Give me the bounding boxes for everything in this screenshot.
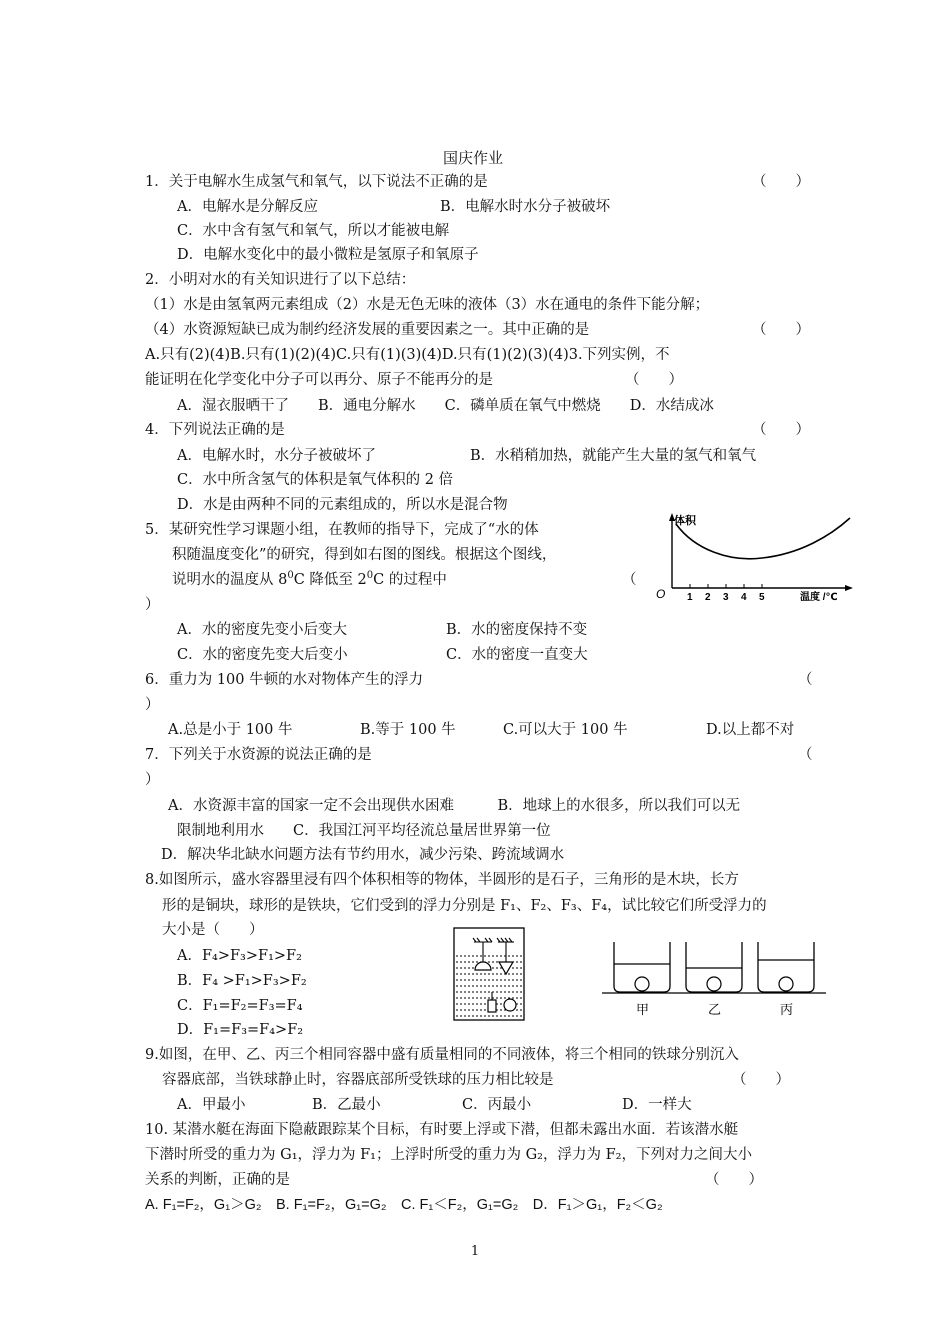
q6-bracket-open: （ bbox=[798, 672, 813, 688]
q5-option-d: C．水的密度一直变大 bbox=[446, 647, 588, 663]
graph-x-tick-1: 1 bbox=[687, 592, 693, 603]
q8-option-a: A．F₄>F₃>F₁>F₂ bbox=[177, 948, 302, 964]
q3-stem: 能证明在化学变化中分子可以再分、原子不能再分的是 bbox=[145, 372, 493, 388]
q2-line1: （1）水是由氢氧两元素组成（2）水是无色无味的液体（3）水在通电的条件下能分解； bbox=[145, 297, 710, 313]
q4-option-d: D．水是由两种不同的元素组成的，所以水是混合物 bbox=[177, 497, 508, 513]
graph-x-tick-4: 4 bbox=[741, 592, 747, 603]
q9-option-d: D．一样大 bbox=[622, 1097, 692, 1113]
q5-option-a: A．水的密度先变小后变大 bbox=[177, 622, 347, 638]
q2-answer-bracket: （ ） bbox=[752, 322, 810, 338]
graph-x-tick-2: 2 bbox=[705, 592, 711, 603]
q9-containers-figure bbox=[600, 936, 830, 1018]
q8-line2: 形的是铜块，球形的是铁块，它们受到的浮力分别是 F₁、F₂、F₃、F₄，试比较它们所受浮力的 bbox=[162, 898, 767, 914]
q6-bracket-close: ） bbox=[145, 697, 160, 713]
q7-stem: 7．下列关于水资源的说法正确的是 bbox=[145, 747, 372, 763]
q10-answer-bracket: （ ） bbox=[705, 1172, 763, 1188]
graph-x-tick-3: 3 bbox=[723, 592, 729, 603]
q9-line1: 9.如图，在甲、乙、丙三个相同容器中盛有质量相同的不同液体，将三个相同的铁球分别沉入 bbox=[145, 1047, 739, 1063]
q5-option-c: C．水的密度先变大后变小 bbox=[177, 647, 348, 663]
q2-line2: （4）水资源短缺已成为制约经济发展的重要因素之一。其中正确的是 bbox=[145, 322, 590, 338]
q7-bracket-close: ） bbox=[145, 772, 160, 788]
page-number: 1 bbox=[470, 1244, 480, 1259]
q8-option-b: B．F₄ >F₁>F₃>F₂ bbox=[177, 973, 307, 989]
volume-temperature-graph bbox=[650, 510, 856, 604]
q8-line3: 大小是（ ） bbox=[162, 922, 264, 938]
q8-iron-ball bbox=[504, 999, 516, 1011]
q6-option-d: D.以上都不对 bbox=[706, 722, 795, 738]
q10-line3: 关系的判断，正确的是 bbox=[145, 1172, 290, 1188]
q2-line3: A.只有(2)(4)B.只有(1)(2)(4)C.只有(1)(3)(4)D.只有(1)(2)(3)(4)3.下列实例，不 bbox=[145, 347, 670, 363]
q4-option-a: A．电解水时，水分子被破坏了 bbox=[177, 448, 376, 464]
q3-answer-bracket: （ ） bbox=[625, 372, 683, 388]
q3-options: A．湿衣服晒干了 B．通电分解水 C．磷单质在氧气中燃烧 D．水结成冰 bbox=[177, 398, 714, 414]
q4-option-b: B．水稍稍加热，就能产生大量的氢气和氧气 bbox=[470, 448, 757, 464]
graph-volume-curve bbox=[676, 518, 850, 559]
q8-option-d: D．F₁=F₃=F₄>F₂ bbox=[177, 1022, 304, 1038]
q5-option-b: B．水的密度保持不变 bbox=[446, 622, 588, 638]
graph-x-arrow bbox=[845, 585, 853, 591]
q5-line2: 积随温度变化”的研究，得到如右图的图线。根据这个图线， bbox=[172, 547, 557, 563]
q9-label-jia: 甲 bbox=[636, 1002, 650, 1017]
q8-copper-rectangle bbox=[488, 1000, 496, 1012]
q10-line2: 下潜时所受的重力为 G₁，浮力为 F₁；上浮时所受的重力为 G₂，浮力为 F₂，下列对力之间大小 bbox=[145, 1147, 752, 1163]
q8-water-container-figure bbox=[452, 926, 528, 1024]
q1-option-c: C．水中含有氢气和氧气，所以才能被电解 bbox=[177, 223, 450, 239]
q8-line1: 8.如图所示，盛水容器里浸有四个体积相等的物体，半圆形的是石子，三角形的是木块，长方 bbox=[145, 872, 739, 888]
q9-ball-yi bbox=[707, 977, 721, 991]
q4-answer-bracket: （ ） bbox=[752, 422, 810, 438]
q7-line3: D．解决华北缺水问题方法有节约用水，减少污染、跨流域调水 bbox=[161, 847, 565, 863]
q9-ball-bing bbox=[779, 977, 793, 991]
q6-option-a: A.总是小于 100 牛 bbox=[168, 722, 293, 738]
graph-x-axis-label: 温度 /℃ bbox=[800, 592, 838, 603]
q7-line1: A．水资源丰富的国家一定不会出现供水困难 B．地球上的水很多，所以我们可以无 bbox=[168, 798, 741, 814]
q5-line1: 5．某研究性学习课题小组，在教师的指导下，完成了“水的体 bbox=[145, 522, 539, 538]
q9-label-bing: 丙 bbox=[780, 1002, 794, 1017]
q9-ball-jia bbox=[635, 977, 649, 991]
q4-option-c: C．水中所含氢气的体积是氧气体积的 2 倍 bbox=[177, 472, 454, 488]
q1-answer-bracket: （ ） bbox=[752, 174, 810, 190]
q9-option-a: A．甲最小 bbox=[177, 1097, 246, 1113]
q1-option-a: A．电解水是分解反应 bbox=[177, 199, 318, 215]
q9-option-c: C．丙最小 bbox=[462, 1097, 532, 1113]
q9-option-b: B．乙最小 bbox=[312, 1097, 381, 1113]
q1-option-d: D．电解水变化中的最小微粒是氢原子和氧原子 bbox=[177, 247, 479, 263]
graph-x-tick-5: 5 bbox=[759, 592, 765, 603]
q6-option-b: B.等于 100 牛 bbox=[360, 722, 456, 738]
q10-line1: 10. 某潜水艇在海面下隐蔽跟踪某个目标，有时要上浮或下潜，但都未露出水面．若该潜水艇 bbox=[145, 1122, 739, 1138]
q5-bracket-close: ） bbox=[145, 597, 160, 613]
q1-option-b: B．电解水时水分子被破坏 bbox=[440, 199, 611, 215]
q10-options: A. F₁=F₂，G₁＞G₂ B. F₁=F₂，G₁=G₂ C. F₁＜F₂，G₁=G₂ D．F₁＞G₁，F₂＜G₂ bbox=[145, 1197, 663, 1213]
q9-line2: 容器底部，当铁球静止时，容器底部所受铁球的压力相比较是 bbox=[162, 1072, 554, 1088]
q2-stem: 2．小明对水的有关知识进行了以下总结： bbox=[145, 272, 416, 288]
q9-label-yi: 乙 bbox=[708, 1002, 722, 1017]
graph-origin-label: O bbox=[656, 587, 666, 601]
q9-answer-bracket: （ ） bbox=[732, 1072, 790, 1088]
q7-bracket-open: （ bbox=[798, 747, 813, 763]
q6-stem: 6．重力为 100 牛顿的水对物体产生的浮力 bbox=[145, 672, 424, 688]
q1-stem: 1．关于电解水生成氢气和氧气，以下说法不正确的是 bbox=[145, 174, 488, 190]
q5-line3: 说明水的温度从 $8^0C$ 降低至 $2^0C$ 的过程中 bbox=[172, 570, 447, 588]
graph-y-axis-label: 体积 bbox=[674, 515, 696, 527]
q8-stone-semicircle bbox=[475, 962, 491, 970]
q6-option-c: C.可以大于 100 牛 bbox=[503, 722, 628, 738]
q5-bracket-open: （ bbox=[622, 572, 637, 588]
page-title: 国庆作业 bbox=[443, 149, 504, 167]
q7-line2: 限制地利用水 C．我国江河平均径流总量居世界第一位 bbox=[177, 823, 551, 839]
q8-option-c: C．F₁=F₂=F₃=F₄ bbox=[177, 998, 303, 1014]
q4-stem: 4．下列说法正确的是 bbox=[145, 422, 285, 438]
